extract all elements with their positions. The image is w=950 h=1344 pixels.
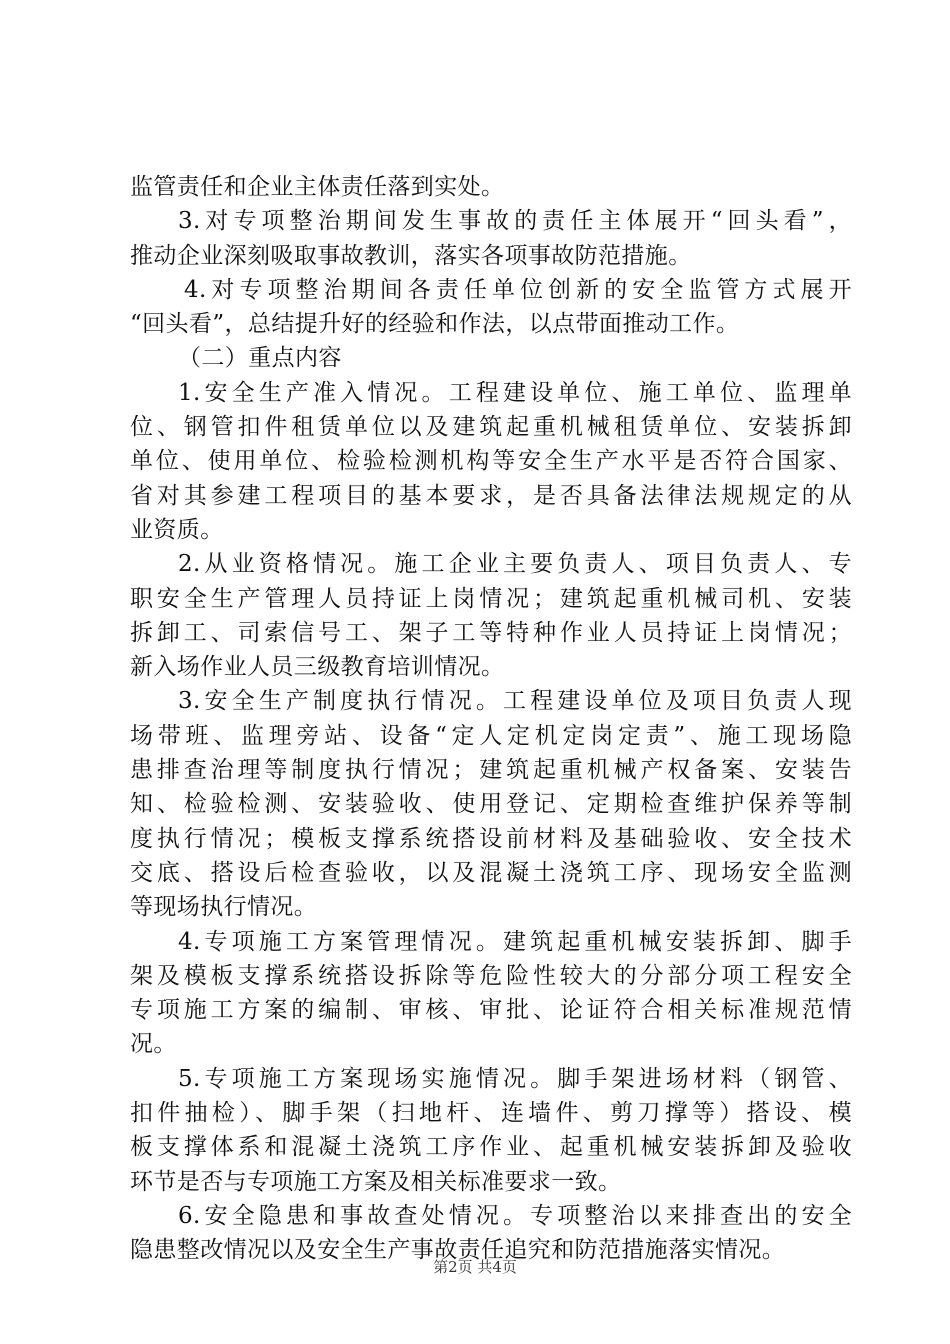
paragraph-line: 推动企业深刻吸取事故教训，落实各项事故防范措施。 — [130, 242, 692, 269]
paragraph-line: 1.安全生产准入情况。工程建设单位、施工单位、监理单 — [178, 379, 852, 406]
paragraph-line: 业资质。 — [130, 516, 224, 543]
page-number-footer: 第2页 共4页 — [433, 1258, 517, 1276]
paragraph-line: 交底、搭设后检查验收，以及混凝土浇筑工序、现场安全监测 — [130, 859, 852, 886]
paragraph-line: 扣件抽检）、脚手架（扫地杆、连墙件、剪刀撑等）搭设、模 — [130, 1100, 852, 1127]
document-body — [130, 170, 852, 1268]
paragraph-line: 3.安全生产制度执行情况。工程建设单位及项目负责人现 — [178, 688, 852, 715]
paragraph-line: 位、钢管扣件租赁单位以及建筑起重机械租赁单位、安装拆卸 — [130, 414, 852, 441]
paragraph-line: 板支撑体系和混凝土浇筑工序作业、起重机械安装拆卸及验收 — [130, 1134, 852, 1161]
paragraph-line: 3.对专项整治期间发生事故的责任主体展开“回头看”， — [178, 208, 852, 235]
paragraph-line: 架及模板支撑系统搭设拆除等危险性较大的分部分项工程安全 — [130, 962, 852, 989]
paragraph-line: 隐患整改情况以及安全生产事故责任追究和防范措施落实情况。 — [130, 1237, 786, 1264]
paragraph-line: 2.从业资格情况。施工企业主要负责人、项目负责人、专 — [178, 551, 852, 578]
paragraph-line: 环节是否与专项施工方案及相关标准要求一致。 — [130, 1168, 622, 1195]
paragraph-line: 患排查治理等制度执行情况；建筑起重机械产权备案、安装告 — [130, 757, 852, 784]
paragraph-line: 况。 — [130, 1031, 177, 1058]
paragraph-line: 省对其参建工程项目的基本要求，是否具备法律法规规定的从 — [130, 482, 852, 509]
paragraph-line: 5.专项施工方案现场实施情况。脚手架进场材料（钢管、 — [178, 1065, 852, 1092]
paragraph-line: 单位、使用单位、检验检测机构等安全生产水平是否符合国家、 — [130, 448, 852, 475]
paragraph-line: 4.对专项整治期间各责任单位创新的安全监管方式展开 — [184, 276, 852, 303]
section-heading: （二）重点内容 — [178, 345, 342, 372]
paragraph-line: 知、检验检测、安装验收、使用登记、定期检查维护保养等制 — [130, 791, 852, 818]
paragraph-line: 职安全生产管理人员持证上岗情况；建筑起重机械司机、安装 — [130, 585, 852, 612]
paragraph-line: 新入场作业人员三级教育培训情况。 — [130, 654, 505, 681]
paragraph-line: “回头看”，总结提升好的经验和作法，以点带面推动工作。 — [130, 311, 740, 338]
paragraph-line: 拆卸工、司索信号工、架子工等特种作业人员持证上岗情况； — [130, 619, 852, 646]
paragraph-line: 度执行情况；模板支撑系统搭设前材料及基础验收、安全技术 — [130, 825, 852, 852]
paragraph-line: 4.专项施工方案管理情况。建筑起重机械安装拆卸、脚手 — [178, 928, 852, 955]
paragraph-line: 等现场执行情况。 — [130, 894, 318, 921]
paragraph-line: 场带班、监理旁站、设备“定人定机定岗定责”、施工现场隐 — [130, 722, 852, 749]
paragraph-line: 专项施工方案的编制、审核、审批、论证符合相关标准规范情 — [130, 997, 852, 1024]
paragraph-line: 监管责任和企业主体责任落到实处。 — [130, 174, 505, 200]
paragraph-line: 6.安全隐患和事故查处情况。专项整治以来排查出的安全 — [178, 1202, 852, 1229]
